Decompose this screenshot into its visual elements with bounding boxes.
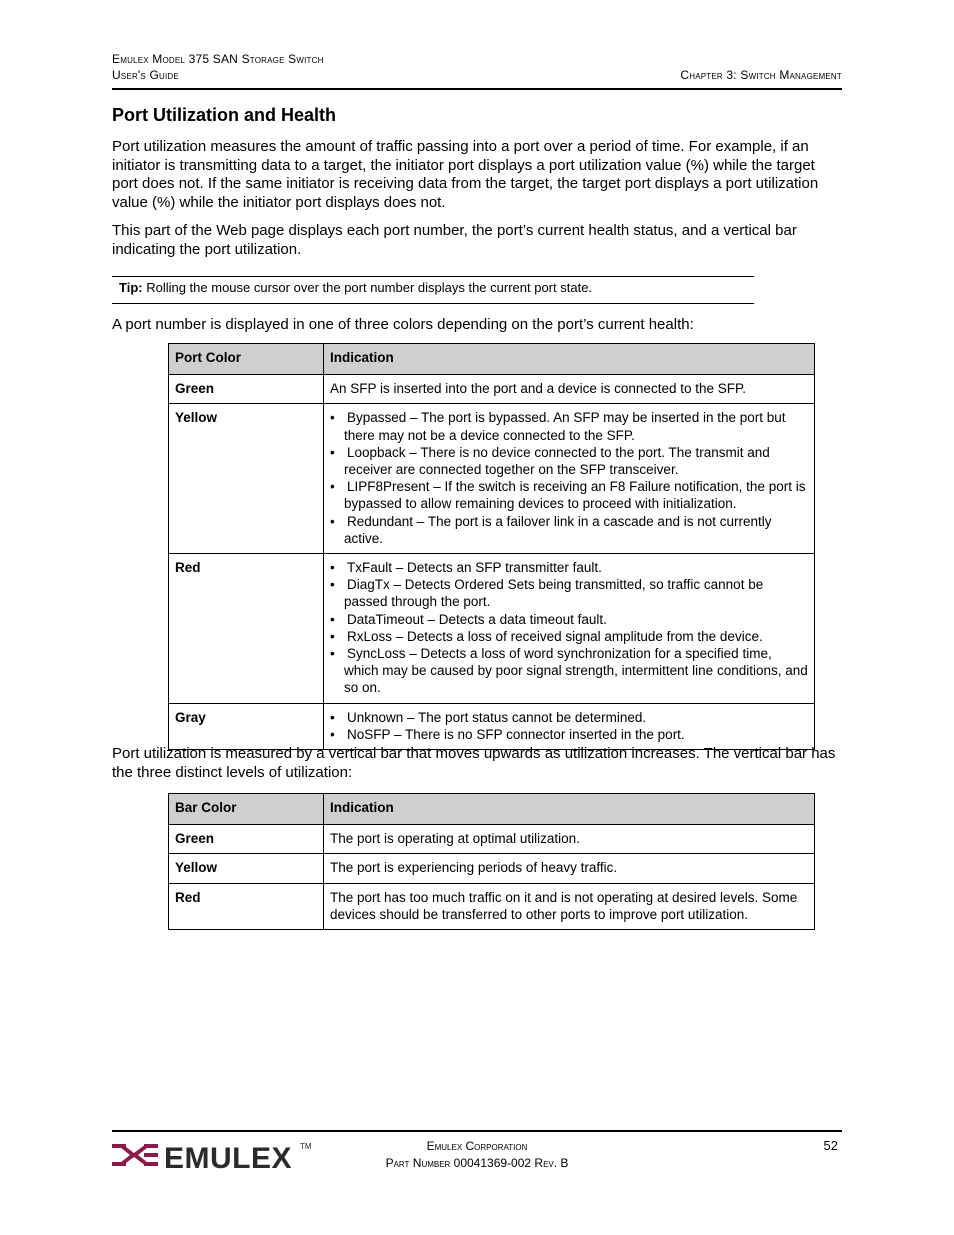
fourth-paragraph-block bbox=[112, 745, 842, 782]
tip-label: Tip: bbox=[119, 280, 143, 295]
tip-text: Rolling the mouse cursor over the port number displays the current port state. bbox=[142, 280, 593, 295]
color-cell: Green bbox=[169, 375, 324, 404]
list-item-text: SyncLoss – Detects a loss of word synchronization for a specified time, which may be caused by poor signal strength, intermittent line conditions, and so on. bbox=[344, 646, 808, 696]
list-item-text: DiagTx – Detects Ordered Sets being transmitted, so traffic cannot be passed through the port. bbox=[344, 577, 764, 610]
indication-cell: The port is experiencing periods of heavy traffic. bbox=[324, 854, 815, 883]
column-header: Port Color bbox=[169, 344, 324, 375]
bar-color-table bbox=[168, 793, 815, 930]
list-item-text: Redundant – The port is a failover link in a cascade and is not currently active. bbox=[344, 513, 772, 546]
list-item-text: Loopback – There is no device connected to the port. The transmit and receiver are connected together on the SFP transceiver. bbox=[344, 444, 770, 478]
table-header-row bbox=[169, 794, 815, 825]
list-item bbox=[330, 513, 808, 547]
footer-part-number: Part Number 00041369-002 Rev. B bbox=[385, 1156, 569, 1170]
table-row bbox=[169, 703, 815, 749]
list-item bbox=[330, 478, 808, 512]
table-row bbox=[169, 854, 815, 883]
list-item-text: Unknown – The port status cannot be determined. bbox=[347, 709, 647, 725]
list-item bbox=[330, 645, 808, 697]
port-color-table bbox=[168, 343, 815, 750]
list-item-text: NoSFP – There is no SFP connector inserted in the port. bbox=[347, 726, 685, 742]
third-paragraph-block bbox=[112, 316, 842, 335]
logo-wordmark: EMULEX bbox=[164, 1142, 293, 1175]
list-item-text: TxFault – Detects an SFP transmitter fault. bbox=[347, 560, 602, 576]
list-item bbox=[330, 726, 808, 743]
color-cell: Red bbox=[169, 883, 324, 929]
list-item-text: RxLoss – Detects a loss of received signal amplitude from the device. bbox=[347, 628, 763, 644]
section-title: Port Utilization and Health bbox=[112, 105, 337, 125]
list-item bbox=[330, 444, 808, 478]
list-item-text: LIPF8Present – If the switch is receiving an F8 Failure notification, the port is bypassed to allow remaining devices to proceed with initialization. bbox=[344, 479, 806, 512]
running-footer bbox=[112, 1130, 842, 1182]
header-title: Emulex Model 375 SAN Storage Switch bbox=[112, 52, 324, 66]
table-header-row bbox=[169, 344, 815, 375]
bullet-list bbox=[330, 559, 808, 697]
list-item bbox=[330, 709, 808, 726]
list-item bbox=[330, 559, 808, 576]
list-item-text: DataTimeout – Detects a data timeout fault. bbox=[347, 611, 607, 627]
list-item bbox=[330, 409, 808, 443]
table-row bbox=[169, 404, 815, 554]
logo-trademark: TM bbox=[300, 1142, 312, 1151]
list-item bbox=[330, 576, 808, 610]
page-number: 52 bbox=[823, 1138, 838, 1153]
tip-text-line bbox=[119, 280, 592, 295]
paragraph-port-colors: A port number is displayed in one of three colors depending on the port’s current health: bbox=[112, 316, 694, 333]
intro-paragraph-block bbox=[112, 138, 842, 212]
running-header bbox=[112, 52, 842, 90]
footer-center bbox=[112, 1138, 842, 1175]
paragraph-utilization: Port utilization measures the amount of traffic passing into a port over a period of time. For example, if an initiator is transmitting data to a target, the initiator port displays a port utilization value (%) while the target port does not. If the same initiator is receiving data from the target, the target port displays a port utilization value (%) while the initiator port displays does not. bbox=[112, 138, 819, 211]
indication-cell bbox=[324, 404, 815, 554]
indication-cell: An SFP is inserted into the port and a device is connected to the SFP. bbox=[324, 375, 815, 404]
color-cell: Yellow bbox=[169, 854, 324, 883]
indication-cell bbox=[324, 703, 815, 749]
color-cell: Gray bbox=[169, 703, 324, 749]
table-row bbox=[169, 554, 815, 704]
footer-company: Emulex Corporation bbox=[426, 1139, 528, 1153]
table-row bbox=[169, 375, 815, 404]
tip-box bbox=[112, 276, 754, 304]
indication-cell: The port has too much traffic on it and is not operating at desired levels. Some devices should be transferred to other ports to improve port utilization. bbox=[324, 883, 815, 929]
header-chapter: Chapter 3: Switch Management bbox=[680, 68, 842, 82]
color-cell: Yellow bbox=[169, 404, 324, 554]
list-item bbox=[330, 611, 808, 628]
color-cell: Red bbox=[169, 554, 324, 704]
indication-cell: The port is operating at optimal utilization. bbox=[324, 825, 815, 854]
column-header: Indication bbox=[324, 344, 815, 375]
table-row bbox=[169, 883, 815, 929]
indication-cell bbox=[324, 554, 815, 704]
column-header: Indication bbox=[324, 794, 815, 825]
bullet-list bbox=[330, 709, 808, 743]
table-row bbox=[169, 825, 815, 854]
paragraph-web-page: This part of the Web page displays each port number, the port’s current health status, and a vertical bar indicating the port utilization. bbox=[112, 222, 797, 258]
paragraph-bar-levels: Port utilization is measured by a vertical bar that moves upwards as utilization increases. The vertical bar has the three distinct levels of utilization: bbox=[112, 745, 836, 781]
header-subtitle: User's Guide bbox=[112, 68, 179, 82]
list-item bbox=[330, 628, 808, 645]
list-item-text: Bypassed – The port is bypassed. An SFP may be inserted in the port but there may not be a device connected to the SFP. bbox=[344, 410, 786, 443]
second-paragraph-block bbox=[112, 222, 842, 259]
color-cell: Green bbox=[169, 825, 324, 854]
column-header: Bar Color bbox=[169, 794, 324, 825]
bullet-list bbox=[330, 409, 808, 547]
